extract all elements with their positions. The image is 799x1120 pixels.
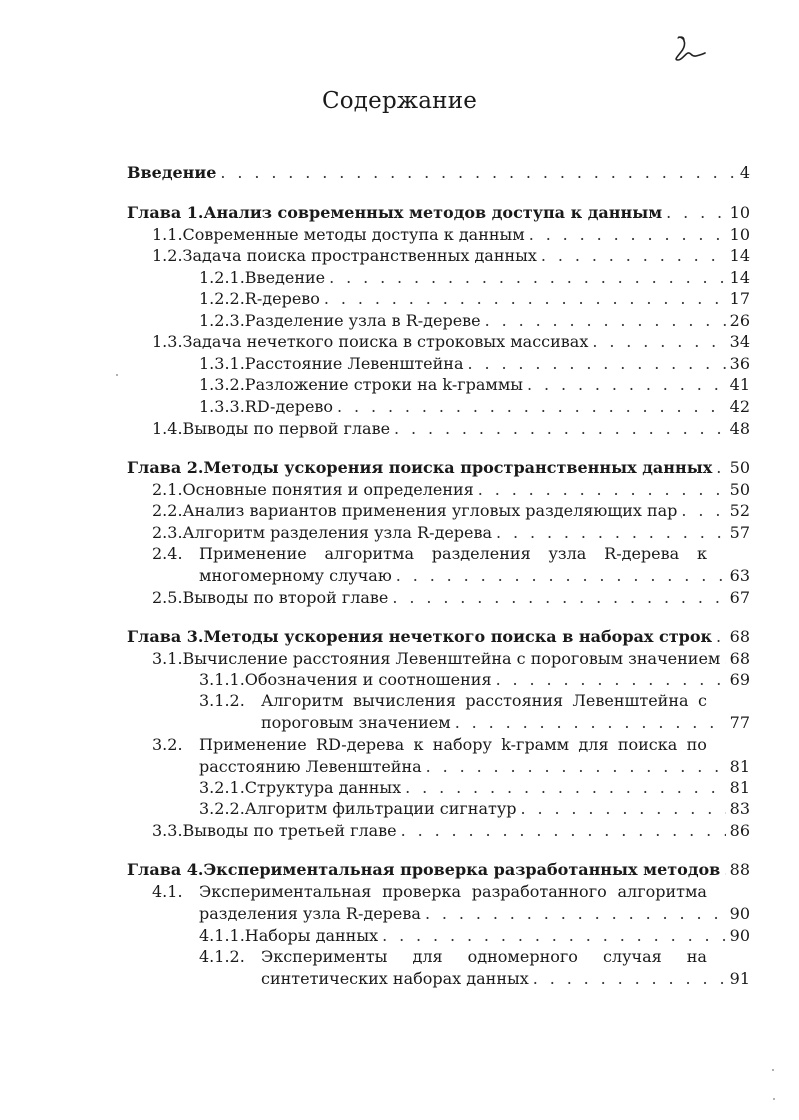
toc-word: набору [432, 735, 492, 754]
toc-entry-1-2 [152, 245, 750, 267]
toc-entry-1-2-3 [199, 310, 750, 332]
toc-entry-page: 63 [729, 566, 750, 585]
toc-chapter-2 [127, 457, 750, 479]
toc-entry-number: 3.1.2. [199, 691, 245, 710]
toc-entry-1-2-2 [199, 288, 750, 310]
toc-entry-intro [127, 162, 750, 184]
toc-entry-number: 3.1.1. [199, 670, 245, 689]
toc-entry-title: Выводы по второй главе [182, 588, 389, 607]
toc-word: Экспериментальная [199, 882, 372, 901]
toc-word: Алгоритм [261, 691, 344, 710]
toc-leader-dots [405, 777, 725, 799]
toc-entry-number: 1.2.1. [199, 268, 245, 287]
toc-chapter-3 [127, 626, 750, 648]
toc-entry-page: 17 [729, 289, 750, 308]
toc-entry-number: 4.1.1. [199, 926, 245, 945]
toc-entry-number: 1.2. [152, 246, 183, 265]
toc-entry-3-1-2-line1 [261, 690, 707, 712]
toc-entry-page: 48 [729, 419, 750, 438]
toc-entry-title: Алгоритм разделения узла R-дерева [182, 523, 493, 542]
toc-entry-number: Глава 4. [127, 860, 204, 879]
toc-leader-dots [496, 522, 726, 544]
toc-word: Эксперименты [261, 947, 388, 966]
toc-entry-title: Вычисление расстояния Левенштейна с пороговым значением [182, 649, 721, 668]
toc-entry-page: 42 [729, 397, 750, 416]
toc-word: вычисления [352, 691, 456, 710]
toc-entry-3-2-2 [199, 798, 750, 820]
toc-entry-title: Анализ современных методов доступа к данным [203, 203, 663, 222]
toc-word: расстояния [465, 691, 564, 710]
toc-entry-4-1-line1 [199, 881, 707, 903]
toc-word: Применение [199, 735, 307, 754]
toc-word: разделения [431, 544, 531, 563]
toc-word: к [413, 735, 424, 754]
toc-leader-dots [468, 353, 726, 375]
toc-leader-dots [529, 224, 726, 246]
toc-word: узла [548, 544, 587, 563]
toc-entry-page: 36 [729, 354, 750, 373]
toc-entry-2-1 [152, 479, 750, 501]
toc-entry-title: Основные понятия и определения [182, 480, 474, 499]
toc-entry-number: 4.1. [152, 882, 183, 901]
toc-entry-4-1-2-line2 [261, 968, 750, 990]
toc-leader-dots [220, 162, 735, 184]
toc-entry-page: 68 [729, 649, 750, 668]
toc-entry-3-1 [152, 648, 750, 670]
toc-entry-title: Задача нечеткого поиска в строковых массивах [182, 332, 589, 351]
toc-entry-title: многомерному случаю [199, 566, 392, 585]
toc-entry-4-1-line2 [199, 903, 750, 925]
toc-entry-page: 83 [729, 799, 750, 818]
toc-chapter-4 [127, 859, 750, 881]
toc-entry-title: Выводы по третьей главе [182, 821, 397, 840]
toc-entry-title: Экспериментальная проверка разработанных методов [203, 860, 721, 879]
toc-word: для [412, 947, 443, 966]
toc-entry-title: пороговым значением [261, 713, 451, 732]
toc-leader-dots [527, 374, 726, 396]
toc-entry-number: 2.2. [152, 501, 183, 520]
toc-word: разработанного [471, 882, 607, 901]
toc-entry-page: 52 [729, 501, 750, 520]
toc-leader-dots [496, 669, 726, 691]
toc-entry-page: 88 [729, 860, 750, 879]
toc-entry-2-4-line1 [199, 543, 707, 565]
toc-entry-1-3-3 [199, 396, 750, 418]
toc-entry-1-3 [152, 331, 750, 353]
toc-entry-title: Обозначения и соотношения [244, 670, 492, 689]
toc-leader-dots [382, 925, 726, 947]
toc-leader-dots [394, 418, 726, 440]
toc-entry-page: 4 [739, 163, 750, 182]
toc-entry-title: Выводы по первой главе [182, 419, 391, 438]
toc-leader-dots [485, 310, 726, 332]
toc-entry-page: 69 [729, 670, 750, 689]
toc-entry-2-2 [152, 500, 750, 522]
toc-entry-2-4-line2 [199, 565, 750, 587]
toc-leader-dots [478, 479, 726, 501]
toc-entry-number: Глава 1. [127, 203, 204, 222]
toc-entry-page: 77 [729, 713, 750, 732]
toc-entry-number: 3.2.2. [199, 799, 245, 818]
toc-entry-number: 1.2.2. [199, 289, 245, 308]
toc-leader-dots [337, 396, 726, 418]
toc-entry-number: Глава 3. [127, 627, 204, 646]
scan-speck [772, 1069, 774, 1071]
toc-entry-page: 67 [729, 588, 750, 607]
toc-entry-page: 26 [729, 311, 750, 330]
toc-entry-4-1-1 [199, 925, 750, 947]
toc-entry-page: 10 [729, 203, 750, 222]
toc-word: к [697, 544, 707, 563]
toc-entry-number: 3.2.1. [199, 778, 245, 797]
toc-entry-title: Разложение строки на k-граммы [244, 375, 524, 394]
toc-entry-number: 4.1.2. [199, 947, 245, 966]
toc-entry-title: Методы ускорения нечеткого поиска в наборах строк [203, 627, 713, 646]
toc-leader-dots [716, 457, 725, 479]
toc-leader-dots [592, 331, 725, 353]
toc-entry-page: 50 [729, 458, 750, 477]
toc-entry-number: Глава 2. [127, 458, 204, 477]
toc-leader-dots [724, 859, 725, 881]
toc-word: k-грамм [501, 735, 570, 754]
toc-entry-number: 1.3. [152, 332, 183, 351]
toc-entry-title: Введение [127, 163, 217, 182]
toc-entry-page: 90 [729, 904, 750, 923]
scan-speck [773, 1098, 775, 1100]
toc-entry-title: R-дерево [244, 289, 320, 308]
toc-word: R-дерева [604, 544, 680, 563]
toc-leader-dots [426, 756, 726, 778]
toc-leader-dots [521, 798, 726, 820]
toc-leader-dots [666, 202, 726, 224]
toc-entry-1-3-1 [199, 353, 750, 375]
toc-word: по [686, 735, 707, 754]
toc-entry-page: 14 [729, 246, 750, 265]
toc-leader-dots [324, 288, 726, 310]
toc-entry-number: 1.3.2. [199, 375, 245, 394]
toc-entry-page: 10 [729, 225, 750, 244]
toc-entry-number: 1.2.3. [199, 311, 245, 330]
toc-leader-dots [541, 245, 726, 267]
toc-word: RD-дерева [316, 735, 405, 754]
toc-entry-page: 14 [729, 268, 750, 287]
toc-entry-3-2-1 [199, 777, 750, 799]
toc-entry-2-3 [152, 522, 750, 544]
toc-word: алгоритма [324, 544, 414, 563]
toc-word: одномерного [467, 947, 578, 966]
toc-leader-dots [392, 587, 725, 609]
toc-chapter-1 [127, 202, 750, 224]
toc-word: алгоритма [617, 882, 707, 901]
toc-leader-dots [716, 626, 726, 648]
toc-entry-page: 41 [729, 375, 750, 394]
toc-entry-title: RD-дерево [244, 397, 334, 416]
toc-entry-1-3-2 [199, 374, 750, 396]
toc-entry-page: 68 [729, 627, 750, 646]
toc-entry-number: 3.2. [152, 735, 183, 754]
toc-entry-number: 1.3.1. [199, 354, 245, 373]
toc-entry-title: Разделение узла в R-дереве [244, 311, 481, 330]
toc-entry-1-4 [152, 418, 750, 440]
toc-entry-title: Наборы данных [244, 926, 379, 945]
toc-entry-title: разделения узла R-дерева [199, 904, 421, 923]
toc-entry-1-2-1 [199, 267, 750, 289]
toc-entry-3-1-2-line2 [261, 712, 750, 734]
page-title: Содержание [321, 88, 478, 114]
toc-leader-dots [329, 267, 725, 289]
toc-leader-dots [401, 820, 726, 842]
toc-leader-dots [533, 968, 726, 990]
toc-entry-number: 2.1. [152, 480, 183, 499]
toc-entry-3-1-1 [199, 669, 750, 691]
toc-word: для [578, 735, 609, 754]
toc-leader-dots [455, 712, 726, 734]
scan-speck [116, 374, 118, 376]
toc-entry-page: 81 [729, 757, 750, 776]
toc-word: на [686, 947, 707, 966]
toc-entry-number: 1.1. [152, 225, 183, 244]
toc-word: проверка [382, 882, 461, 901]
toc-entry-title: Анализ вариантов применения угловых разделяющих пар [182, 501, 678, 520]
toc-entry-3-3 [152, 820, 750, 842]
toc-entry-title: Методы ускорения поиска пространственных данных [203, 458, 713, 477]
toc-word: случая [602, 947, 662, 966]
toc-entry-page: 91 [729, 969, 750, 988]
toc-entry-title: расстоянию Левенштейна [199, 757, 422, 776]
handwritten-page-mark [672, 34, 706, 64]
toc-entry-page: 90 [729, 926, 750, 945]
toc-word: поиска [617, 735, 678, 754]
toc-entry-title: Задача поиска пространственных данных [182, 246, 537, 265]
toc-word: Применение [199, 544, 307, 563]
toc-leader-dots [425, 903, 726, 925]
toc-word: с [697, 691, 707, 710]
toc-entry-3-2-line2 [199, 756, 750, 778]
toc-entry-title: синтетических наборах данных [261, 969, 529, 988]
toc-leader-dots [396, 565, 726, 587]
toc-entry-page: 81 [729, 778, 750, 797]
toc-entry-title: Алгоритм фильтрации сигнатур [244, 799, 517, 818]
toc-entry-number: 3.3. [152, 821, 183, 840]
toc-entry-number: 1.3.3. [199, 397, 245, 416]
toc-entry-number: 2.5. [152, 588, 183, 607]
toc-entry-title: Введение [244, 268, 326, 287]
toc-entry-page: 57 [729, 523, 750, 542]
toc-entry-page: 86 [729, 821, 750, 840]
toc-leader-dots [724, 648, 725, 670]
toc-entry-3-2-line1 [199, 734, 707, 756]
toc-leader-dots [681, 500, 725, 522]
toc-entry-number: 2.3. [152, 523, 183, 542]
toc-entry-1-1 [152, 224, 750, 246]
toc-entry-title: Современные методы доступа к данным [182, 225, 525, 244]
toc-entry-page: 50 [729, 480, 750, 499]
toc-entry-number: 1.4. [152, 419, 183, 438]
toc-entry-2-5 [152, 587, 750, 609]
toc-word: Левенштейна [572, 691, 689, 710]
toc-entry-title: Расстояние Левенштейна [244, 354, 464, 373]
toc-entry-title: Структура данных [244, 778, 402, 797]
toc-entry-number: 2.4. [152, 544, 183, 563]
toc-entry-number: 3.1. [152, 649, 183, 668]
toc-entry-page: 34 [729, 332, 750, 351]
toc-entry-4-1-2-line1 [261, 946, 707, 968]
